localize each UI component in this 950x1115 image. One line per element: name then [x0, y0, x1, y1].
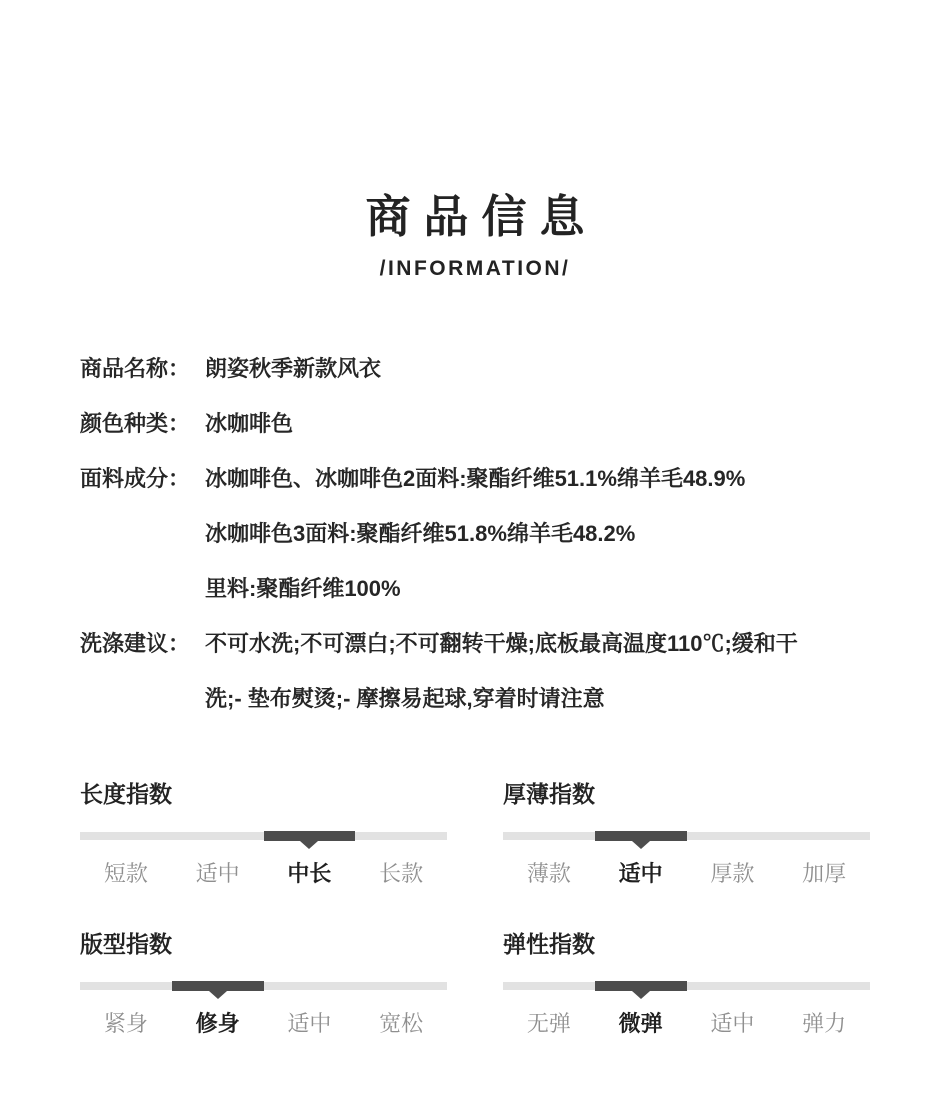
slider-track	[503, 832, 870, 840]
info-label: 面料成分：	[80, 466, 191, 492]
info-row-color-type	[80, 396, 870, 451]
index-options	[503, 861, 870, 887]
index-option: 长款	[379, 861, 424, 887]
info-label: 洗涤建议：	[80, 631, 191, 657]
index-option: 适中	[287, 1011, 332, 1037]
index-option: 加厚	[802, 861, 847, 887]
slider-segment	[172, 981, 264, 991]
index-option: 中长	[287, 861, 332, 887]
info-label: 颜色种类：	[80, 411, 191, 437]
info-label: 商品名称：	[80, 356, 191, 382]
info-row-fabric-composition	[80, 451, 870, 616]
info-row-washing-advice	[80, 616, 870, 726]
slider-pointer-icon	[632, 991, 650, 999]
slider-pointer-icon	[632, 841, 650, 849]
slider-track	[80, 982, 447, 990]
index-option: 修身	[195, 1011, 240, 1037]
index-option: 无弹	[526, 1011, 571, 1037]
info-value	[205, 451, 745, 616]
page-title: 商品信息	[365, 191, 598, 242]
index-option: 适中	[195, 861, 240, 887]
page-subtitle: /INFORMATION/	[379, 257, 571, 281]
info-value-line: 不可水洗;不可漂白;不可翻转干燥;底板最高温度110℃;缓和干	[205, 631, 798, 657]
index-option: 紧身	[103, 1011, 148, 1037]
product-info-list	[80, 341, 870, 726]
page-header	[0, 0, 950, 281]
index-option: 弹力	[802, 1011, 847, 1037]
index-option: 适中	[710, 1011, 755, 1037]
info-value-line: 冰咖啡色3面料:聚酯纤维51.8%绵羊毛48.2%	[205, 521, 636, 547]
index-option: 薄款	[526, 861, 571, 887]
slider-segment	[595, 831, 687, 841]
slider-pointer-icon	[300, 841, 318, 849]
info-value-line: 洗;- 垫布熨烫;- 摩擦易起球,穿着时请注意	[205, 686, 605, 712]
slider-track	[503, 982, 870, 990]
index-option: 厚款	[710, 861, 755, 887]
index-option: 微弹	[618, 1011, 663, 1037]
index-cell-thickness	[503, 781, 870, 887]
index-title: 版型指数	[80, 931, 172, 958]
info-value	[205, 616, 798, 726]
index-options	[503, 1011, 870, 1037]
index-grid	[80, 781, 870, 1037]
index-title: 厚薄指数	[503, 781, 595, 808]
info-value	[205, 396, 293, 451]
index-title: 弹性指数	[503, 931, 595, 958]
info-value-line: 冰咖啡色	[205, 411, 294, 437]
index-option: 宽松	[379, 1011, 424, 1037]
index-options	[80, 1011, 447, 1037]
index-options	[80, 861, 447, 887]
info-value-line: 冰咖啡色、冰咖啡色2面料:聚酯纤维51.1%绵羊毛48.9%	[205, 466, 746, 492]
index-option: 适中	[618, 861, 663, 887]
slider-segment	[264, 831, 356, 841]
index-cell-length	[80, 781, 447, 887]
info-row-product-name	[80, 341, 870, 396]
info-value-line: 里料:聚酯纤维100%	[205, 576, 401, 602]
index-cell-elasticity	[503, 931, 870, 1037]
index-option: 短款	[103, 861, 148, 887]
slider-track	[80, 832, 447, 840]
info-value	[205, 341, 381, 396]
info-value-line: 朗姿秋季新款风衣	[205, 356, 382, 382]
index-title: 长度指数	[80, 781, 172, 808]
slider-segment	[595, 981, 687, 991]
slider-pointer-icon	[209, 991, 227, 999]
index-cell-fit	[80, 931, 447, 1037]
